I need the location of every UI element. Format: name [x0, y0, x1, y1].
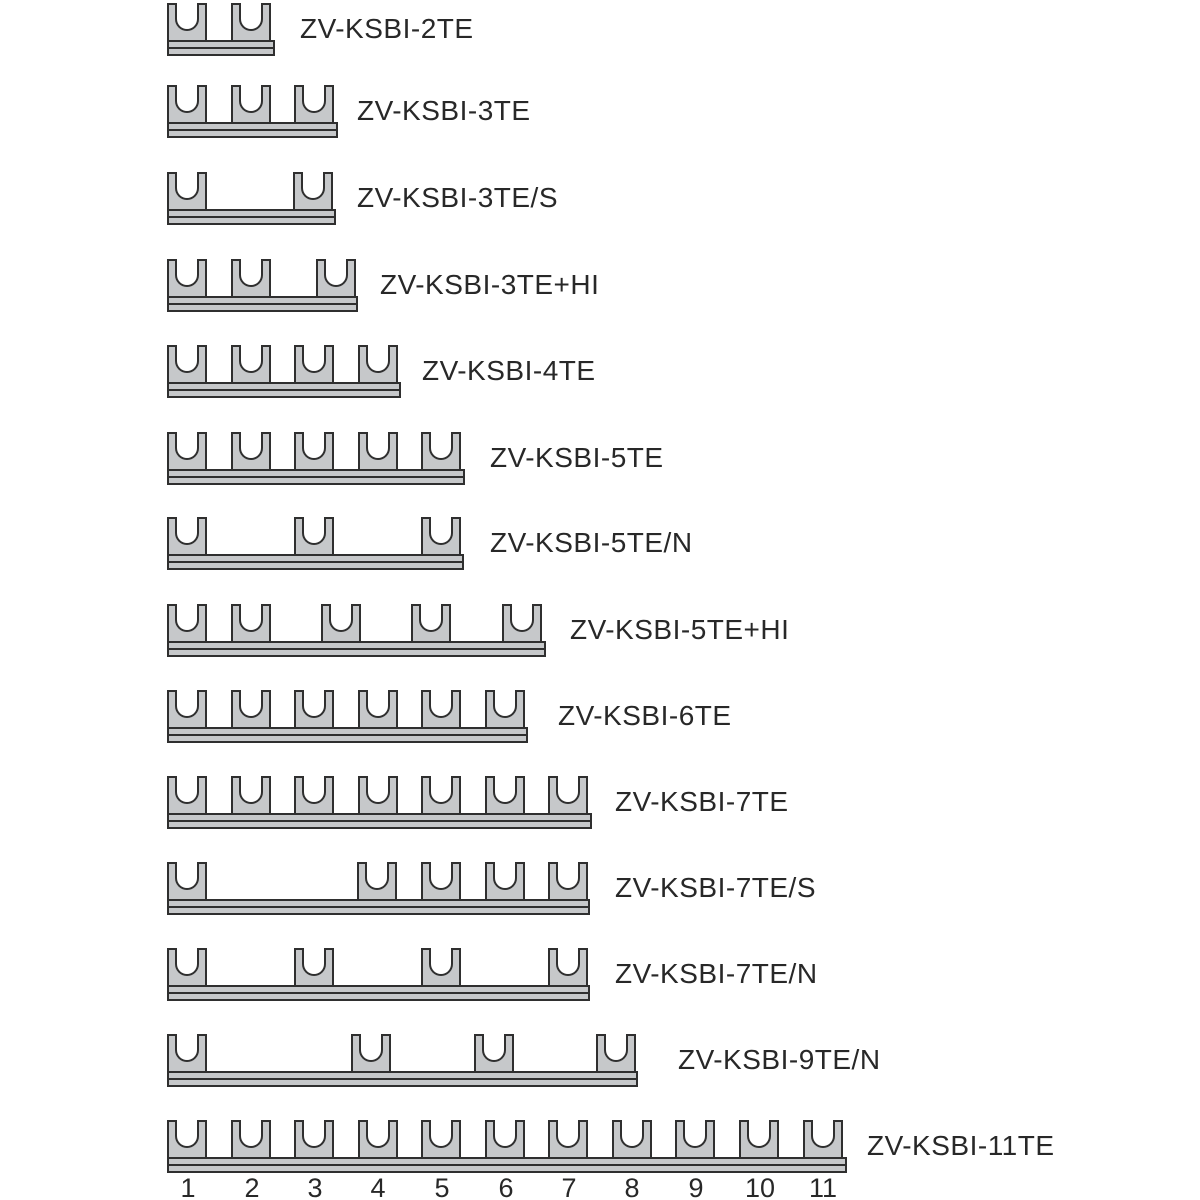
fork-prong — [167, 172, 207, 211]
fork-notch — [366, 432, 390, 460]
fork-notch — [366, 690, 390, 718]
fork-notch — [175, 432, 199, 460]
base-bar-edge — [169, 476, 463, 483]
fork-prong — [293, 172, 333, 211]
fork-notch — [365, 862, 389, 890]
base-bar — [167, 554, 464, 570]
row-label-zv-ksbi-2te: ZV-KSBI-2TE — [300, 13, 474, 44]
fork-notch — [324, 259, 348, 287]
base-bar — [167, 382, 401, 398]
base-bar-edge — [169, 303, 356, 310]
fork-prong — [167, 517, 207, 556]
scale-number-4: 4 — [370, 1173, 386, 1200]
fork-notch — [239, 259, 263, 287]
fork-prong — [231, 1120, 271, 1159]
fork-prong — [167, 432, 207, 471]
fork-prong — [421, 776, 461, 815]
scale-number-3: 3 — [307, 1173, 323, 1200]
fork-prong — [167, 1120, 207, 1159]
fork-prong — [548, 948, 588, 987]
fork-prong — [294, 85, 334, 124]
fork-notch — [239, 1120, 263, 1148]
fork-prong — [502, 604, 542, 643]
fork-notch — [429, 776, 453, 804]
fork-notch — [302, 1120, 326, 1148]
fork-prong — [485, 776, 525, 815]
fork-prong — [294, 948, 334, 987]
fork-prong — [167, 1034, 207, 1073]
fork-prong — [421, 1120, 461, 1159]
row-label-zv-ksbi-5te-n: ZV-KSBI-5TE/N — [490, 527, 693, 558]
fork-notch — [302, 345, 326, 373]
fork-notch — [429, 948, 453, 976]
fork-prong — [294, 1120, 334, 1159]
fork-prong — [739, 1120, 779, 1159]
fork-prong — [294, 345, 334, 384]
row-label-zv-ksbi-6te: ZV-KSBI-6TE — [558, 700, 732, 731]
fork-prong — [231, 85, 271, 124]
scale-number-6: 6 — [498, 1173, 514, 1200]
row-label-zv-ksbi-7te-s: ZV-KSBI-7TE/S — [615, 872, 816, 903]
base-bar-edge — [169, 734, 526, 741]
fork-prong — [231, 3, 271, 42]
fork-prong — [485, 862, 525, 901]
fork-prong — [548, 776, 588, 815]
fork-notch — [419, 604, 443, 632]
fork-prong — [231, 345, 271, 384]
base-bar — [167, 727, 528, 743]
fork-prong — [231, 776, 271, 815]
fork-prong — [803, 1120, 843, 1159]
fork-prong — [612, 1120, 652, 1159]
fork-prong — [675, 1120, 715, 1159]
fork-prong — [596, 1034, 636, 1073]
fork-prong — [411, 604, 451, 643]
fork-prong — [167, 85, 207, 124]
fork-notch — [556, 776, 580, 804]
fork-notch — [302, 85, 326, 113]
scale-number-2: 2 — [244, 1173, 260, 1200]
fork-notch — [510, 604, 534, 632]
fork-prong — [167, 948, 207, 987]
fork-notch — [302, 948, 326, 976]
fork-notch — [359, 1034, 383, 1062]
base-bar-edge — [169, 1164, 845, 1171]
fork-notch — [811, 1120, 835, 1148]
fork-prong — [294, 776, 334, 815]
base-bar — [167, 469, 465, 485]
base-bar — [167, 1157, 847, 1173]
fork-notch — [556, 948, 580, 976]
fork-notch — [175, 259, 199, 287]
fork-prong — [321, 604, 361, 643]
fork-notch — [747, 1120, 771, 1148]
base-bar — [167, 40, 275, 56]
fork-notch — [366, 776, 390, 804]
fork-notch — [556, 862, 580, 890]
row-label-zv-ksbi-11te: ZV-KSBI-11TE — [867, 1130, 1055, 1161]
fork-notch — [366, 1120, 390, 1148]
scale-number-1: 1 — [180, 1173, 196, 1200]
base-bar — [167, 1071, 638, 1087]
scale-number-11: 11 — [808, 1173, 838, 1200]
base-bar-edge — [169, 992, 588, 999]
row-label-zv-ksbi-3te-hi: ZV-KSBI-3TE+HI — [380, 269, 600, 300]
scale-number-5: 5 — [434, 1173, 450, 1200]
fork-notch — [302, 517, 326, 545]
fork-prong — [421, 948, 461, 987]
base-bar-edge — [169, 1078, 636, 1085]
scale-number-10: 10 — [744, 1173, 776, 1200]
row-label-zv-ksbi-4te: ZV-KSBI-4TE — [422, 355, 596, 386]
fork-notch — [239, 3, 263, 31]
fork-prong — [485, 690, 525, 729]
scale-number-9: 9 — [688, 1173, 704, 1200]
fork-notch — [175, 3, 199, 31]
fork-prong — [421, 862, 461, 901]
fork-notch — [175, 517, 199, 545]
fork-prong — [357, 862, 397, 901]
fork-notch — [302, 776, 326, 804]
fork-prong — [231, 604, 271, 643]
fork-notch — [429, 432, 453, 460]
fork-notch — [429, 517, 453, 545]
base-bar-edge — [169, 561, 462, 568]
row-label-zv-ksbi-5te: ZV-KSBI-5TE — [490, 442, 664, 473]
fork-notch — [302, 432, 326, 460]
fork-notch — [329, 604, 353, 632]
fork-notch — [239, 432, 263, 460]
fork-prong — [167, 345, 207, 384]
fork-notch — [239, 85, 263, 113]
fork-prong — [294, 432, 334, 471]
fork-prong — [485, 1120, 525, 1159]
fork-prong — [167, 604, 207, 643]
row-label-zv-ksbi-3te-s: ZV-KSBI-3TE/S — [357, 182, 558, 213]
base-bar — [167, 985, 590, 1001]
fork-notch — [239, 345, 263, 373]
base-bar-edge — [169, 389, 399, 396]
row-label-zv-ksbi-3te: ZV-KSBI-3TE — [357, 95, 531, 126]
fork-notch — [175, 1120, 199, 1148]
base-bar-edge — [169, 129, 336, 136]
fork-prong — [167, 776, 207, 815]
fork-prong — [421, 432, 461, 471]
fork-prong — [358, 432, 398, 471]
fork-prong — [358, 776, 398, 815]
row-label-zv-ksbi-5te-hi: ZV-KSBI-5TE+HI — [570, 614, 790, 645]
fork-prong — [167, 259, 207, 298]
fork-prong — [351, 1034, 391, 1073]
fork-notch — [175, 690, 199, 718]
fork-prong — [316, 259, 356, 298]
fork-prong — [548, 1120, 588, 1159]
fork-notch — [175, 1034, 199, 1062]
fork-notch — [620, 1120, 644, 1148]
base-bar — [167, 209, 336, 225]
base-bar — [167, 813, 592, 829]
base-bar-edge — [169, 216, 334, 223]
fork-prong — [294, 690, 334, 729]
fork-notch — [175, 776, 199, 804]
fork-prong — [358, 690, 398, 729]
fork-notch — [239, 604, 263, 632]
fork-notch — [239, 776, 263, 804]
row-label-zv-ksbi-7te: ZV-KSBI-7TE — [615, 786, 789, 817]
row-label-zv-ksbi-9te-n: ZV-KSBI-9TE/N — [678, 1044, 881, 1075]
fork-prong — [421, 517, 461, 556]
base-bar — [167, 296, 358, 312]
fork-prong — [231, 432, 271, 471]
fork-notch — [175, 345, 199, 373]
fork-prong — [167, 690, 207, 729]
fork-prong — [474, 1034, 514, 1073]
scale-number-8: 8 — [624, 1173, 640, 1200]
fork-notch — [301, 172, 325, 200]
base-bar-edge — [169, 906, 588, 913]
base-bar — [167, 899, 590, 915]
base-bar-edge — [169, 820, 590, 827]
fork-prong — [294, 517, 334, 556]
fork-notch — [429, 1120, 453, 1148]
fork-prong — [167, 3, 207, 42]
fork-prong — [231, 690, 271, 729]
fork-notch — [493, 1120, 517, 1148]
fork-notch — [175, 948, 199, 976]
fork-notch — [175, 85, 199, 113]
fork-prong — [548, 862, 588, 901]
row-label-zv-ksbi-7te-n: ZV-KSBI-7TE/N — [615, 958, 818, 989]
fork-notch — [429, 862, 453, 890]
fork-notch — [604, 1034, 628, 1062]
fork-prong — [231, 259, 271, 298]
fork-prong — [421, 690, 461, 729]
fork-notch — [493, 776, 517, 804]
fork-prong — [167, 862, 207, 901]
fork-notch — [493, 690, 517, 718]
base-bar — [167, 641, 546, 657]
fork-notch — [683, 1120, 707, 1148]
fork-notch — [175, 862, 199, 890]
fork-notch — [429, 690, 453, 718]
fork-notch — [366, 345, 390, 373]
base-bar — [167, 122, 338, 138]
fork-notch — [556, 1120, 580, 1148]
fork-notch — [493, 862, 517, 890]
fork-prong — [358, 345, 398, 384]
fork-prong — [358, 1120, 398, 1159]
fork-notch — [482, 1034, 506, 1062]
fork-notch — [175, 172, 199, 200]
fork-notch — [302, 690, 326, 718]
base-bar-edge — [169, 648, 544, 655]
fork-notch — [175, 604, 199, 632]
scale-number-7: 7 — [561, 1173, 577, 1200]
fork-notch — [239, 690, 263, 718]
base-bar-edge — [169, 47, 273, 54]
